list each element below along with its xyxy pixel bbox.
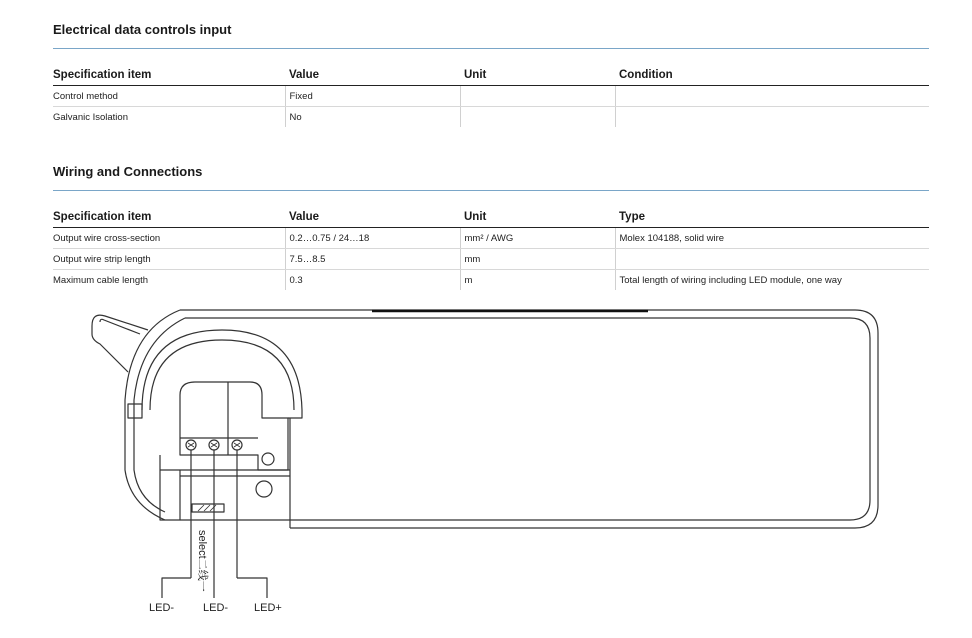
table-cell: mm: [460, 249, 615, 270]
housing-outline: [180, 310, 878, 528]
screw-hole: [262, 453, 274, 465]
header-specification-item: Specification item: [53, 206, 285, 228]
terminal-block: [180, 382, 288, 470]
table-cell: Maximum cable length: [53, 274, 149, 286]
table-cell: No: [285, 107, 460, 128]
terminal-label-led-minus-2: LED-: [203, 602, 229, 614]
header-specification-item: Specification item: [53, 64, 285, 86]
screw-hole: [256, 481, 272, 497]
header-unit: Unit: [460, 64, 615, 86]
table-cell: Galvanic Isolation: [53, 111, 128, 123]
header-unit: Unit: [460, 206, 615, 228]
header-value: Value: [285, 64, 460, 86]
wire-slot: [192, 504, 224, 512]
table-cell: Fixed: [285, 86, 460, 107]
table-cell: mm² / AWG: [460, 228, 615, 249]
table-cell: Output wire cross-section: [53, 228, 285, 249]
terminal-label-led-plus: LED+: [254, 602, 282, 614]
header-value: Value: [285, 206, 460, 228]
table-cell: 0.3: [285, 270, 460, 291]
section-title-electrical: Electrical data controls input: [53, 22, 232, 37]
table-cell: Molex 104188, solid wire: [615, 228, 929, 249]
table-cell: m: [460, 270, 615, 291]
section-title-wiring: Wiring and Connections: [53, 164, 203, 179]
table-cell: Total length of wiring including LED module, one way: [615, 270, 929, 291]
table-cell: Control method: [53, 86, 285, 107]
table-cell: Output wire strip length: [53, 249, 285, 270]
mounting-clip: [92, 315, 148, 372]
terminal-label-led-minus-1: LED-: [149, 602, 175, 614]
table-cell: 7.5…8.5: [285, 249, 460, 270]
header-type: Type: [615, 206, 929, 228]
select-wire-label: select二线一: [196, 530, 208, 592]
header-condition: Condition: [615, 64, 929, 86]
terminal-dome: [142, 330, 302, 418]
table-cell: 0.2…0.75 / 24…18: [285, 228, 460, 249]
